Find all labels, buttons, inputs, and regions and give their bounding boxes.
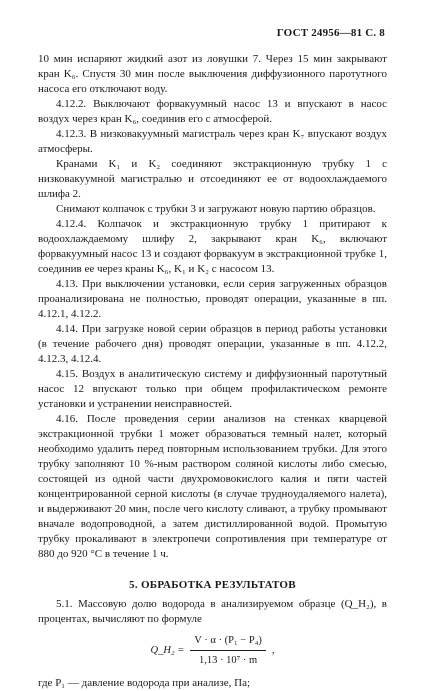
formula-fraction bbox=[190, 633, 266, 668]
page-header: ГОСТ 24956—81 С. 8 bbox=[276, 27, 385, 39]
formula-tail: , bbox=[271, 645, 275, 656]
formula-lhs: Q_H₂ = bbox=[150, 645, 185, 656]
formula-numerator: V · α · (P₁ − P₄) bbox=[190, 633, 266, 651]
paragraph-4-12-3: 4.12.3. В низковакуумный магистраль через кран K₇ впускают воздух атмосферы. bbox=[38, 128, 387, 155]
paragraph-5-1: 5.1. Массовую долю водорода в анализируемом образце (Q_H₂), в процентах, вычисляют по формуле bbox=[38, 598, 387, 625]
paragraph: Кранами K₁ и K₂ соединяют экстракционную трубку 1 с низковакуумной магистралью и отсоединяют ее от водоохлаждаемого шлифа 2. bbox=[38, 158, 387, 200]
section-title: 5. ОБРАБОТКА РЕЗУЛЬТАТОВ bbox=[129, 579, 296, 591]
formula bbox=[38, 633, 387, 668]
paragraph-4-13: 4.13. При выключении установки, если серия загруженных образцов проанализирована не полностью, проводят операции, указанные в пп. 4.12.1, 4.12.2. bbox=[38, 278, 387, 320]
paragraph-4-12-2: 4.12.2. Выключают форвакуумный насос 13 и впускают в насос воздух через кран K₆, соединив его с атмосферой. bbox=[38, 98, 387, 125]
formula-where: где P₁ — давление водорода при анализе, Па; bbox=[38, 677, 251, 689]
paragraph-4-14: 4.14. При загрузке новой серии образцов в период работы установки (в течение рабочего дня) проводят операции, указанные в пп. 4.12.2, 4.12.3, 4.12.4. bbox=[38, 323, 387, 365]
paragraph: 10 мин испаряют жидкий азот из ловушки 7. Через 15 мин закрывают кран K₆. Спустя 30 мин после выключения диффузионного паротутного насоса его отключают воду. bbox=[38, 53, 387, 95]
paragraph-4-16: 4.16. После проведения серии анализов на стенках кварцевой экстракционной трубки 1 может образоваться темный налет, который необходимо удалить перед повторным использованием трубки. Для этого трубку заполняют 10 %-ным раствором соляной кислоты либо смесью, состоящей из одной части двухромовокислого калия и пяти частей концентрированной серной кислоты (в случае труднoудаляемого налета), и выдерживают 20 мин, после чего кислоту сливают, а трубку промывают вначале водопроводной, а затем дистиллированной водой. Промытую трубку прокаливают в электропечи сопротивления при температуре от 880 до 920 °С в течение 1 ч. bbox=[38, 413, 387, 560]
formula-denominator: 1,13 · 10⁷ · m bbox=[198, 655, 258, 666]
paragraph-4-12-4: 4.12.4. Колпачок и экстракционную трубку 1 притирают к водоохлаждаемому шлифу 2, закрывают кран K₆, включают форвакуумный насос 13 и создают форвакуум в экстракционной трубке 1, соединив ее через краны K₆, K₁ и K₂ с насосом 13. bbox=[38, 218, 387, 275]
document-body bbox=[38, 52, 387, 691]
paragraph: Снимают колпачок с трубки 3 и загружают новую партию образцов. bbox=[56, 203, 376, 215]
paragraph-4-15: 4.15. Воздух в аналитическую систему и диффузионный паротутный насос 12 впускают только при общем профилактическом ремонте установки и устранении неисправностей. bbox=[38, 368, 387, 410]
